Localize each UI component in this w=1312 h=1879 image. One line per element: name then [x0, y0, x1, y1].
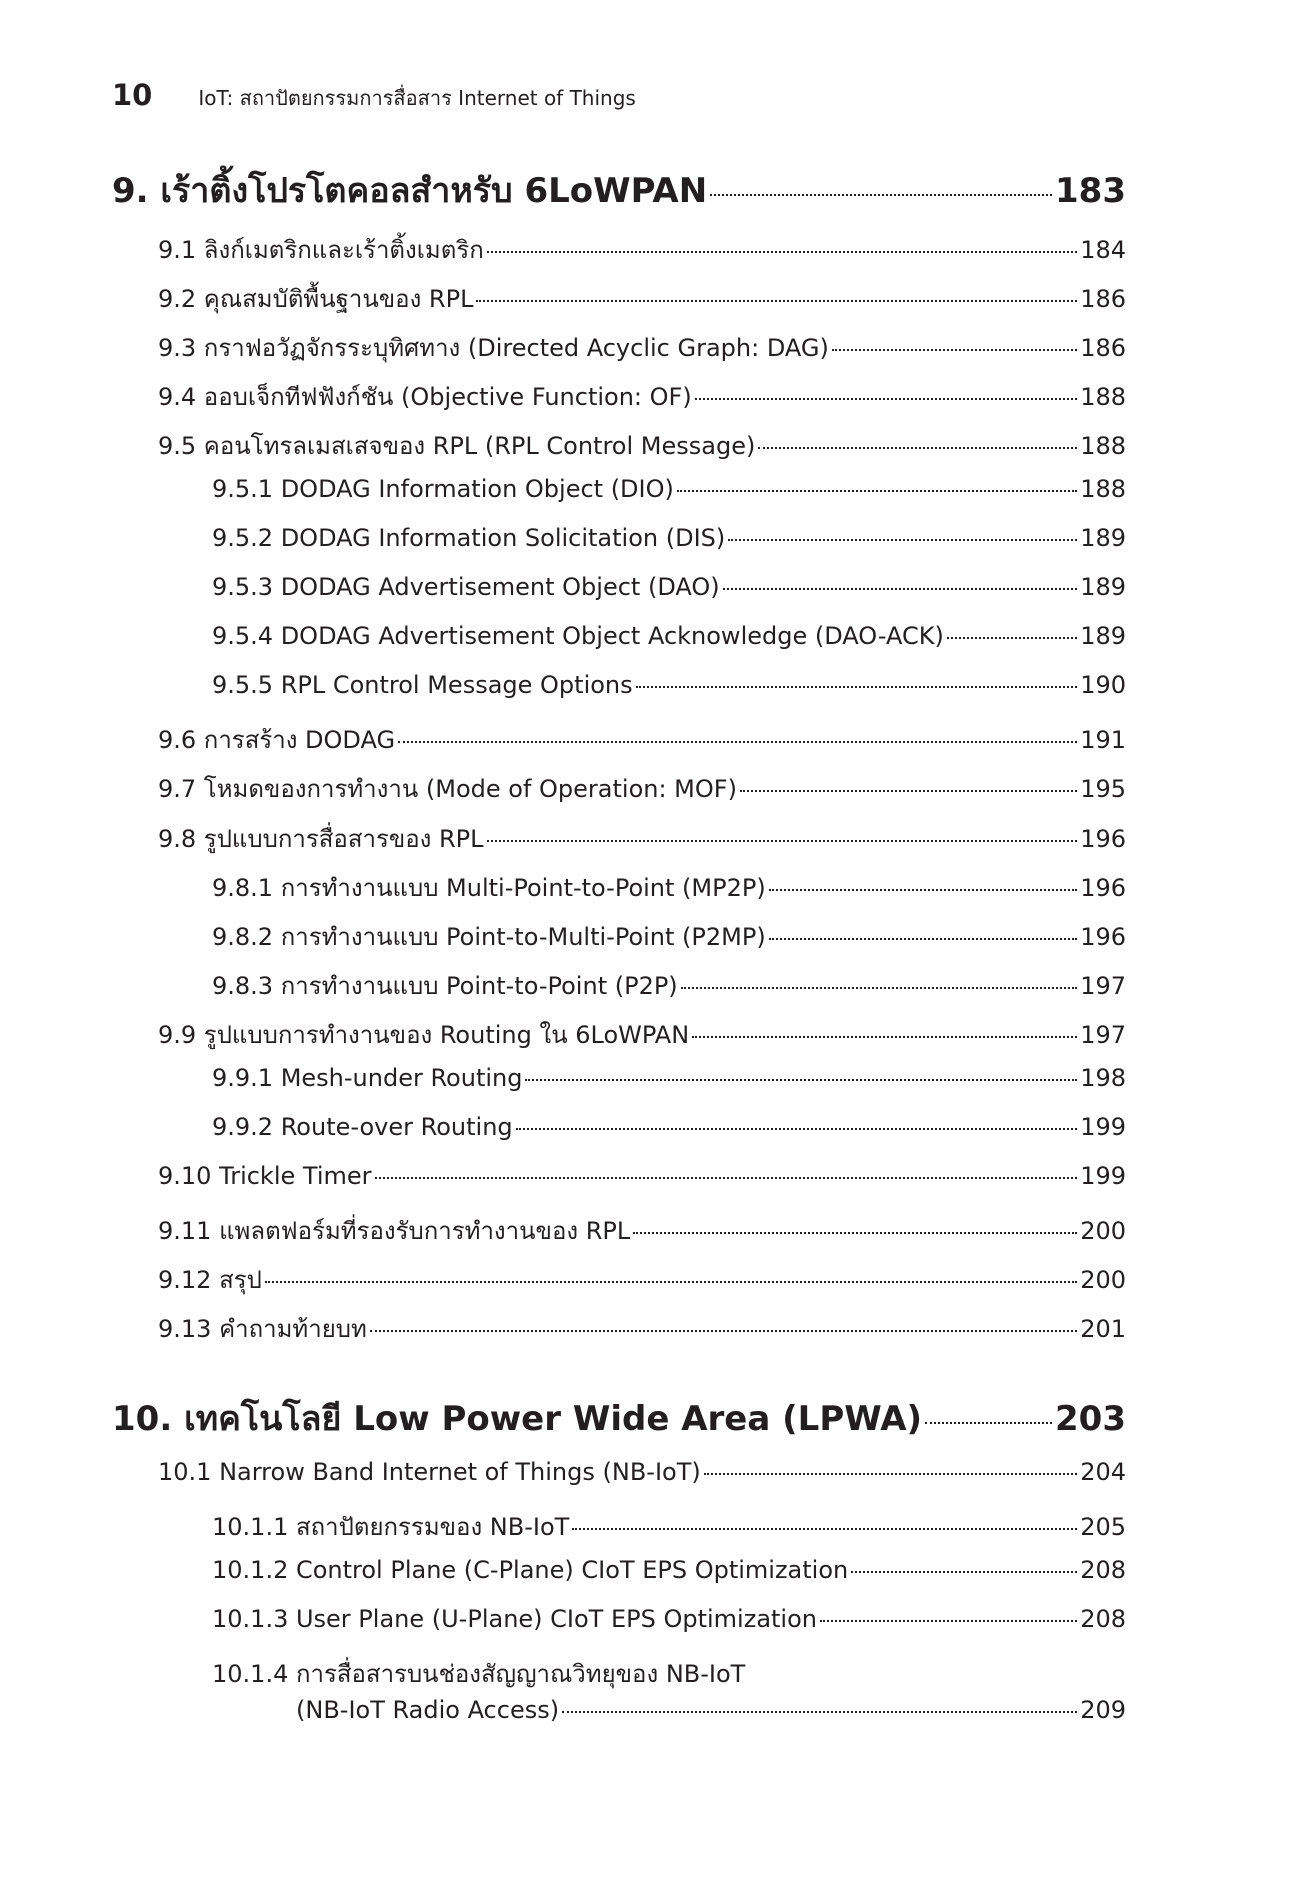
toc-title: 10.1.2 Control Plane (C-Plane) CIoT EPS Optimization [212, 1555, 849, 1584]
toc-title: 9.7 โหมดของการทำงาน (Mode of Operation: MOF) [158, 774, 737, 803]
toc-page-number: 205 [1080, 1512, 1126, 1541]
toc-page-number: 196 [1080, 873, 1126, 902]
toc-page-number: 197 [1080, 1020, 1126, 1049]
toc-title: 10.1 Narrow Band Internet of Things (NB-IoT) [158, 1457, 701, 1486]
toc-page-number: 190 [1080, 670, 1126, 699]
toc-title: 10.1.4 การสื่อสารบนช่องสัญญาณวิทยุของ NB-IoT [212, 1659, 746, 1688]
toc-title: 9.8.2 การทำงานแบบ Point-to-Multi-Point (P2MP) [212, 922, 766, 951]
toc-page-number: 186 [1080, 284, 1126, 313]
dot-leader [633, 1232, 1077, 1234]
toc-page-number: 183 [1055, 170, 1126, 211]
toc-page-number: 186 [1080, 333, 1126, 362]
toc-entry [212, 966, 1126, 1005]
toc-page-number: 191 [1080, 725, 1126, 754]
toc-title: 9.2 คุณสมบัติพื้นฐานของ RPL [158, 284, 474, 313]
dot-leader [692, 1036, 1077, 1038]
toc-title: 9.12 สรุป [158, 1265, 262, 1294]
toc-page-number: 196 [1080, 824, 1126, 853]
dot-leader [525, 1079, 1077, 1081]
toc-title: 9.9.1 Mesh-under Routing [212, 1063, 523, 1092]
toc-title: 9.8.3 การทำงานแบบ Point-to-Point (P2P) [212, 971, 678, 1000]
toc-title: 10.1.3 User Plane (U-Plane) CIoT EPS Optimization [212, 1604, 817, 1633]
toc-chapter [112, 1391, 1126, 1445]
dot-leader [636, 686, 1078, 688]
toc-entry [212, 1064, 1126, 1092]
toc-title: 9.8.1 การทำงานแบบ Multi-Point-to-Point (MP2P) [212, 873, 766, 902]
toc-page-number: 199 [1080, 1112, 1126, 1141]
toc-page-number: 201 [1080, 1314, 1126, 1343]
toc-page-number: 196 [1080, 922, 1126, 951]
dot-leader [710, 194, 1052, 196]
page-number: 10 [112, 78, 153, 112]
toc-entry [212, 1113, 1126, 1141]
toc-title: 9.4 ออบเจ็กทีฟฟังก์ชัน (Objective Function: OF) [158, 382, 692, 411]
dot-leader [677, 490, 1077, 492]
toc-title: 10. เทคโนโลยี Low Power Wide Area (LPWA) [112, 1398, 923, 1439]
toc-entry [212, 1654, 745, 1693]
toc-entry [212, 868, 1126, 907]
running-header-title: IoT: สถาปัตยกรรมการสื่อสาร Internet of Things [198, 86, 636, 110]
toc-entry [212, 1605, 1126, 1633]
dot-leader [925, 1422, 1052, 1424]
toc-title: 10.1.1 สถาปัตยกรรมของ NB-IoT [212, 1512, 570, 1541]
dot-leader [947, 637, 1077, 639]
dot-leader [681, 987, 1078, 989]
dot-leader [723, 588, 1078, 590]
toc-title: 9.9.2 Route-over Routing [212, 1112, 513, 1141]
toc-entry [158, 720, 1126, 759]
toc-title: 9.10 Trickle Timer [158, 1161, 372, 1190]
toc-entry [212, 573, 1126, 601]
toc-entry [212, 622, 1126, 650]
dot-leader [562, 1711, 1077, 1713]
toc-entry [158, 426, 1126, 465]
toc-entry [158, 377, 1126, 416]
toc-title: 9.3 กราฟอวัฏจักรระบุทิศทาง (Directed Acyclic Graph: DAG) [158, 333, 829, 362]
toc-title: 9.5 คอนโทรลเมสเสจของ RPL (RPL Control Message) [158, 431, 756, 460]
toc-title: 9.5.5 RPL Control Message Options [212, 670, 633, 699]
toc-entry [158, 769, 1126, 808]
toc-entry [158, 1015, 1126, 1054]
toc-chapter [112, 163, 1126, 217]
toc-page-number: 189 [1080, 572, 1126, 601]
toc-entry [158, 1162, 1126, 1190]
running-header [112, 78, 636, 114]
dot-leader [265, 1281, 1077, 1283]
toc-page-number: 204 [1080, 1457, 1126, 1486]
toc-page-number: 189 [1080, 523, 1126, 552]
toc-page-number: 200 [1080, 1265, 1126, 1294]
toc-entry [212, 917, 1126, 956]
dot-leader [487, 251, 1077, 253]
toc-page-number: 188 [1080, 431, 1126, 460]
dot-leader [695, 398, 1078, 400]
dot-leader [851, 1571, 1077, 1573]
toc-page-number: 189 [1080, 621, 1126, 650]
toc-page-number: 199 [1080, 1161, 1126, 1190]
toc-entry [158, 230, 1126, 269]
toc-entry [158, 1260, 1126, 1299]
dot-leader [476, 300, 1077, 302]
toc-page-number: 197 [1080, 971, 1126, 1000]
toc-entry [158, 328, 1126, 367]
toc-title: 9. เร้าติ้งโปรโตคอลสำหรับ 6LoWPAN [112, 170, 708, 211]
toc-page-number: 208 [1080, 1555, 1126, 1584]
toc-title: 9.11 แพลตฟอร์มที่รองรับการทำงานของ RPL [158, 1216, 631, 1245]
toc-title: 9.9 รูปแบบการทำงานของ Routing ใน 6LoWPAN [158, 1020, 690, 1049]
toc-entry [158, 819, 1126, 858]
toc-title: 9.1 ลิงก์เมตริกและเร้าติ้งเมตริก [158, 235, 484, 264]
toc-page-number: 198 [1080, 1063, 1126, 1092]
toc-page-number: 184 [1080, 235, 1126, 264]
toc-entry [212, 524, 1126, 552]
dot-leader [370, 1330, 1077, 1332]
toc-page-number: 203 [1055, 1398, 1126, 1439]
dot-leader [375, 1177, 1078, 1179]
toc-entry [212, 1556, 1126, 1584]
dot-leader [572, 1528, 1077, 1530]
dot-leader [704, 1473, 1077, 1475]
dot-leader [769, 889, 1077, 891]
toc-entry [158, 1458, 1126, 1486]
toc-title: 9.5.1 DODAG Information Object (DIO) [212, 474, 674, 503]
dot-leader [516, 1128, 1078, 1130]
toc-title: 9.5.2 DODAG Information Solicitation (DIS) [212, 523, 726, 552]
dot-leader [398, 741, 1077, 743]
toc-entry [158, 279, 1126, 318]
toc-entry [212, 475, 1126, 503]
toc-entry [212, 671, 1126, 699]
toc-title-continuation: (NB-IoT Radio Access) [296, 1695, 560, 1724]
toc-title: 9.5.3 DODAG Advertisement Object (DAO) [212, 572, 720, 601]
toc-page-number: 200 [1080, 1216, 1126, 1245]
toc-title: 9.8 รูปแบบการสื่อสารของ RPL [158, 824, 484, 853]
toc-title: 9.5.4 DODAG Advertisement Object Acknowledge (DAO-ACK) [212, 621, 944, 650]
toc-page-number: 188 [1080, 382, 1126, 411]
toc-entry [158, 1309, 1126, 1348]
dot-leader [769, 938, 1077, 940]
toc-title: 9.13 คำถามท้ายบท [158, 1314, 367, 1343]
toc-entry [212, 1507, 1126, 1546]
toc-entry-continuation [296, 1696, 1126, 1724]
dot-leader [820, 1620, 1077, 1622]
toc-entry [158, 1211, 1126, 1250]
dot-leader [832, 349, 1077, 351]
toc-page-number: 208 [1080, 1604, 1126, 1633]
toc-page-number: 188 [1080, 474, 1126, 503]
dot-leader [758, 447, 1077, 449]
dot-leader [740, 790, 1077, 792]
toc-page-number: 195 [1080, 774, 1126, 803]
toc-title: 9.6 การสร้าง DODAG [158, 725, 396, 754]
toc-page-number: 209 [1080, 1695, 1126, 1724]
dot-leader [728, 539, 1077, 541]
dot-leader [487, 840, 1078, 842]
